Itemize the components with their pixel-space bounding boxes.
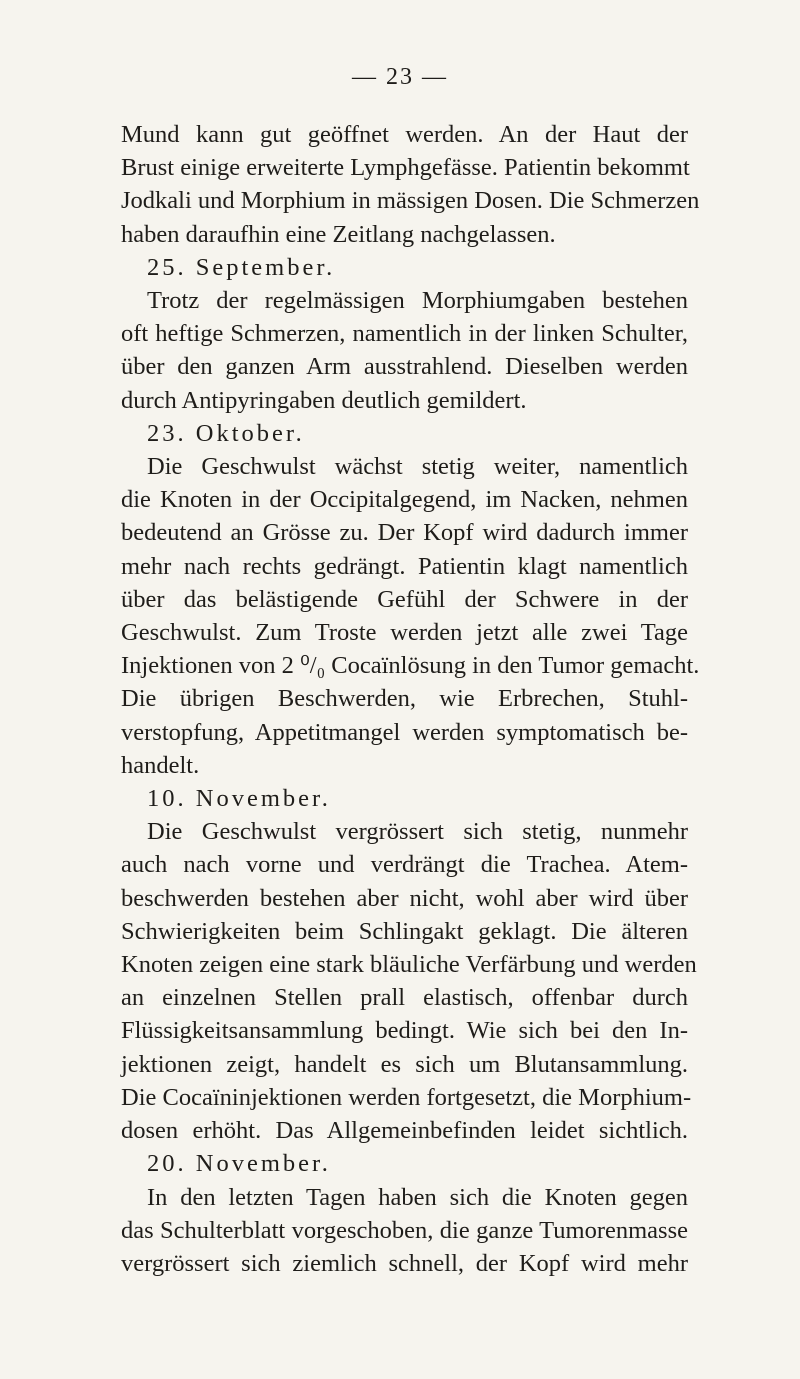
text-line: Die Cocaïninjektionen werden fortgesetzt, die Morphium- xyxy=(121,1083,692,1111)
text-line: das Schulterblatt vorgeschoben, die ganze Tumorenmasse xyxy=(121,1216,688,1244)
body-text xyxy=(121,118,700,1280)
text-line: dosen erhöht. Das Allgemeinbefinden leidet sichtlich. xyxy=(121,1117,688,1145)
text-line: handelt. xyxy=(121,751,200,779)
text-line: Schwierigkeiten beim Schlingakt geklagt. Die älteren xyxy=(121,917,688,945)
text-line: Mund kann gut geöffnet werden. An der Haut der xyxy=(121,121,688,148)
text-line: die Knoten in der Occipitalgegend, im Nacken, nehmen xyxy=(121,486,688,514)
text-line: an einzelnen Stellen prall elastisch, offenbar durch xyxy=(121,984,688,1012)
date-heading: 10. November. xyxy=(147,785,331,813)
text-line: über den ganzen Arm ausstrahlend. Dieselben werden xyxy=(121,353,688,381)
text-line: vergrössert sich ziemlich schnell, der Kopf wird mehr xyxy=(121,1249,688,1277)
date-heading: 20. November. xyxy=(147,1150,331,1178)
page-number: — 23 — xyxy=(352,64,448,90)
text-line: beschwerden bestehen aber nicht, wohl aber wird über xyxy=(121,884,688,912)
text-line: Geschwulst. Zum Troste werden jetzt alle zwei Tage xyxy=(121,619,688,647)
text-line: über das belästigende Gefühl der Schwere in der xyxy=(121,585,688,613)
text-line: Die übrigen Beschwerden, wie Erbrechen, Stuhl- xyxy=(121,685,688,713)
text-line: Trotz der regelmässigen Morphiumgaben bestehen xyxy=(147,287,688,315)
text-line: Flüssigkeitsansammlung bedingt. Wie sich bei den In- xyxy=(121,1017,688,1045)
text-line: Die Geschwulst vergrössert sich stetig, nunmehr xyxy=(147,818,688,846)
text-line: Jodkali und Morphium in mässigen Dosen. Die Schmerzen xyxy=(121,187,700,215)
text-line: Injektionen von 2 ⁰/₀ Cocaïnlösung in den Tumor gemacht. xyxy=(121,652,700,680)
text-line: mehr nach rechts gedrängt. Patientin klagt namentlich xyxy=(121,552,688,580)
text-line: Die Geschwulst wächst stetig weiter, namentlich xyxy=(147,453,688,481)
text-line: In den letzten Tagen haben sich die Knoten gegen xyxy=(147,1183,688,1211)
text-line: jektionen zeigt, handelt es sich um Blutansammlung. xyxy=(121,1050,688,1078)
text-line: oft heftige Schmerzen, namentlich in der linken Schulter, xyxy=(121,320,688,348)
text-line: auch nach vorne und verdrängt die Trachea. Atem- xyxy=(121,851,688,879)
text-line: Brust einige erweiterte Lymphgefässe. Patientin bekommt xyxy=(121,154,690,182)
date-heading: 25. September. xyxy=(147,253,336,281)
date-heading: 23. Oktober. xyxy=(147,419,305,447)
text-line: durch Antipyringaben deutlich gemildert. xyxy=(121,386,527,414)
text-line: bedeutend an Grösse zu. Der Kopf wird dadurch immer xyxy=(121,519,688,547)
text-line: Knoten zeigen eine stark bläuliche Verfärbung und werden xyxy=(121,951,697,979)
text-line: haben daraufhin eine Zeitlang nachgelassen. xyxy=(121,220,556,248)
text-line: verstopfung, Appetitmangel werden symptomatisch be- xyxy=(121,718,688,746)
